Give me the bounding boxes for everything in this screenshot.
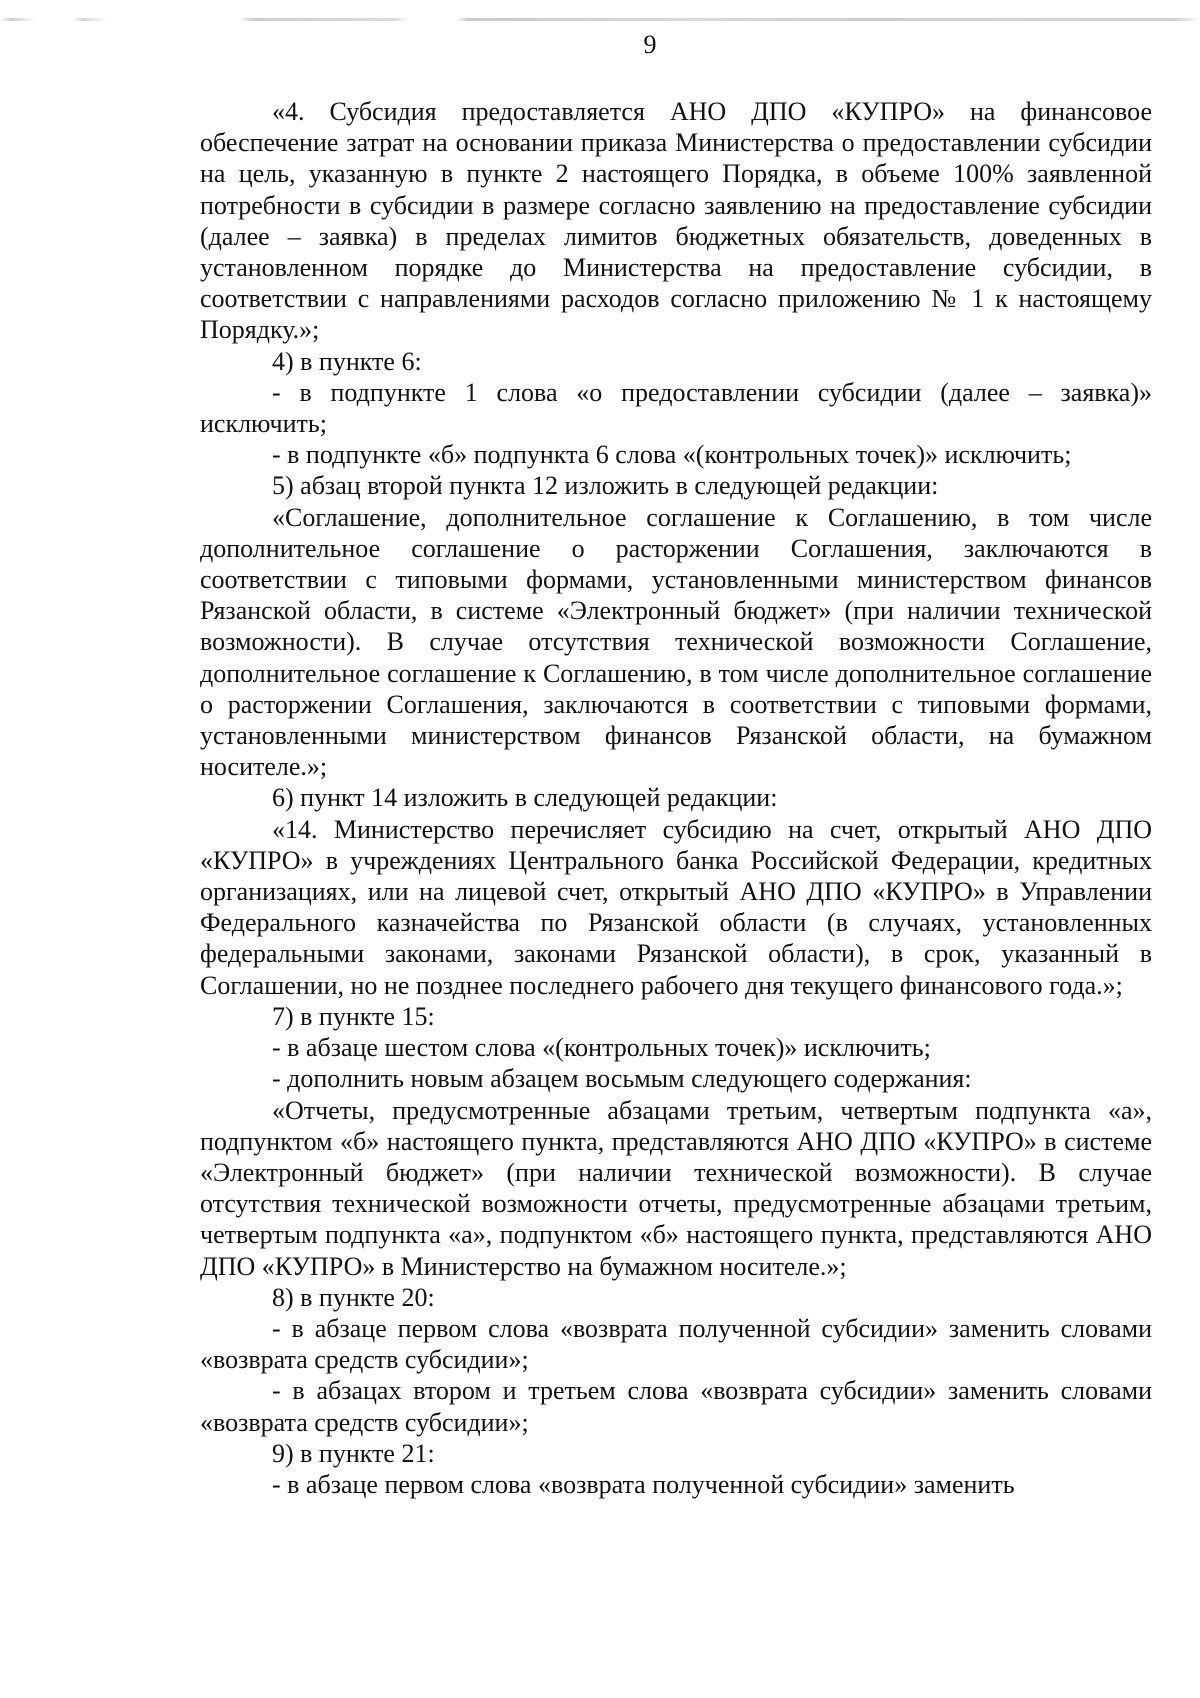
paragraph: - в абзаце первом слова «возврата полученной субсидии» заменить <box>272 1469 1015 1499</box>
paragraph: - в абзаце первом слова «возврата полученной субсидии» заменить словами «возврата средств субсидии»; <box>200 1313 1152 1375</box>
paragraph: 4) в пункте 6: <box>272 346 422 376</box>
document-body <box>200 96 1152 1500</box>
paragraph: 7) в пункте 15: <box>272 1001 435 1031</box>
paragraph: «Отчеты, предусмотренные абзацами третьим, четвертым подпункта «а», подпунктом «б» настоящего пункта, представляются АНО ДПО «КУПРО» в системе «Электронный бюджет» (при наличии технической возможности). В случае отсутствия технической возможности отчеты, предусмотренные абзацами третьим, четвертым подпункта «а», подпунктом «б» настоящего пункта, представляются АНО ДПО «КУПРО» в Министерство на бумажном носителе.»; <box>200 1095 1152 1281</box>
paragraph: 9) в пункте 21: <box>272 1438 435 1468</box>
paragraph: - в подпункте «б» подпункта 6 слова «(контрольных точек)» исключить; <box>272 440 1072 470</box>
paragraph: «Соглашение, дополнительное соглашение к Соглашению, в том числе дополнительное соглашение о расторжении Соглашения, заключаются в соответствии с типовыми формами, установленными министерством финансов Рязанской области, в системе «Электронный бюджет» (при наличии технической возможности). В случае отсутствия технической возможности Соглашение, дополнительное соглашение к Соглашению, в том числе дополнительное соглашение о расторжении Соглашения, заключаются в соответствии с типовыми формами, установленными министерством финансов Рязанской области, на бумажном носителе.»; <box>200 502 1152 782</box>
paragraph: - в подпункте 1 слова «о предоставлении субсидии (далее – заявка)» исключить; <box>200 377 1152 439</box>
paragraph: 8) в пункте 20: <box>272 1282 435 1312</box>
paragraph: «14. Министерство перечисляет субсидию на счет, открытый АНО ДПО «КУПРО» в учреждениях Центрального банка Российской Федерации, кредитных организациях, или на лицевой счет, открытый АНО ДПО «КУПРО» в Управлении Федерального казначейства по Рязанской области (в случаях, установленных федеральными законами, законами Рязанской области), в срок, указанный в Соглашении, но не позднее последнего рабочего дня текущего финансового года.»; <box>200 814 1152 1000</box>
paragraph: - в абзацах втором и третьем слова «возврата субсидии» заменить словами «возврата средств субсидии»; <box>200 1376 1152 1437</box>
paragraph: 6) пункт 14 изложить в следующей редакции: <box>272 783 778 813</box>
paragraph: «4. Субсидия предоставляется АНО ДПО «КУПРО» на финансовое обеспечение затрат на основании приказа Министерства о предоставлении субсидии на цель, указанную в пункте 2 настоящего Порядка, в объеме 100% заявленной потребности в субсидии в размере согласно заявлению на предоставление субсидии (далее – заявка) в пределах лимитов бюджетных обязательств, доведенных в установленном порядке до Министерства на предоставление субсидии, в соответствии с направлениями расходов согласно приложению № 1 к настоящему Порядку.»; <box>200 97 1152 345</box>
page-number: 9 <box>643 30 657 59</box>
scan-artifact-line <box>0 18 1200 21</box>
paragraph: - дополнить новым абзацем восьмым следующего содержания: <box>272 1064 972 1094</box>
paragraph: - в абзаце шестом слова «(контрольных точек)» исключить; <box>272 1033 931 1063</box>
paragraph: 5) абзац второй пункта 12 изложить в следующей редакции: <box>272 471 939 501</box>
